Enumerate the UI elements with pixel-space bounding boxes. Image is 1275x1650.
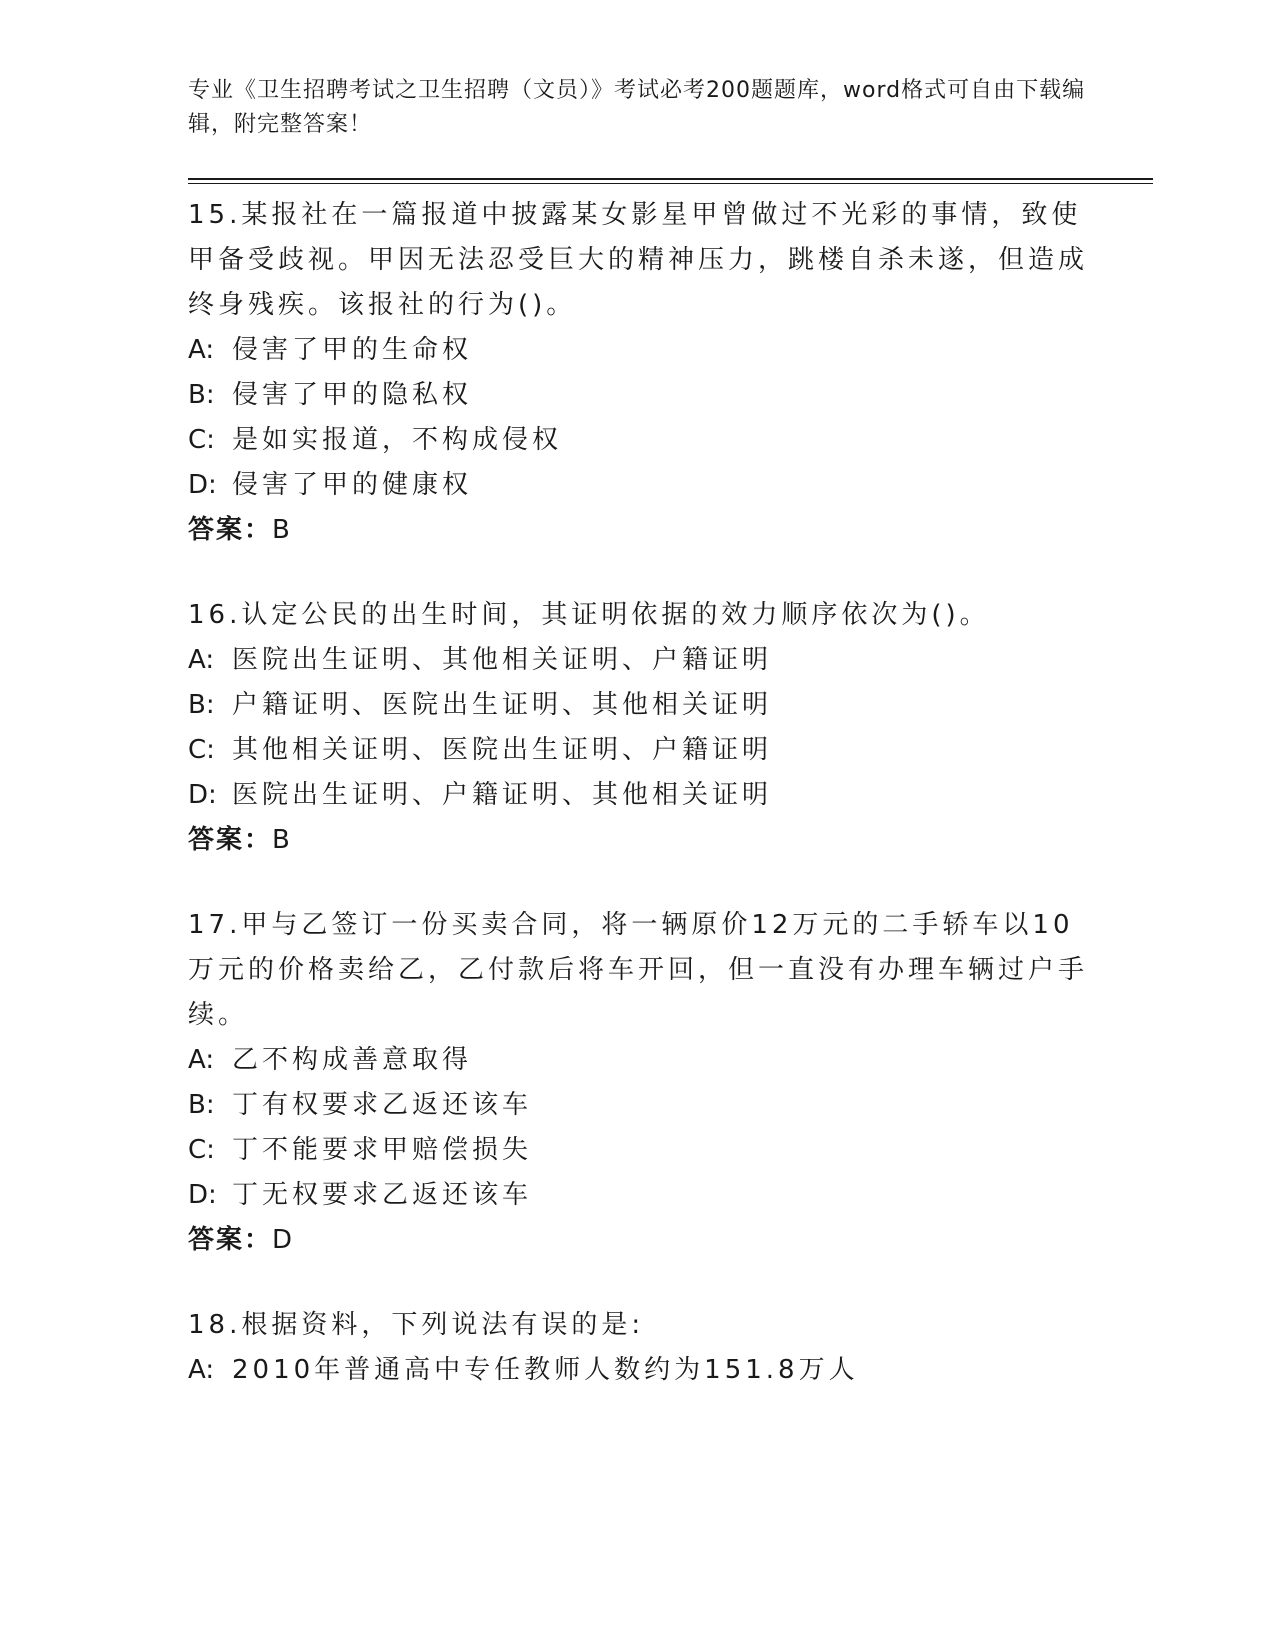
option-d bbox=[188, 463, 1088, 508]
question-15 bbox=[188, 193, 1088, 553]
document-header: 专业《卫生招聘考试之卫生招聘（文员）》考试必考200题题库，word格式可自由下载编辑，附完整答案！ bbox=[188, 78, 1086, 137]
option-d bbox=[188, 773, 1088, 818]
answer-value: B bbox=[272, 825, 291, 855]
header-rule-thin bbox=[188, 183, 1153, 184]
option-text: 侵害了甲的隐私权 bbox=[232, 380, 473, 410]
header-rule-thick bbox=[188, 178, 1153, 180]
answer-line bbox=[188, 1218, 1088, 1263]
question-list bbox=[188, 193, 1088, 1433]
option-text: 侵害了甲的生命权 bbox=[232, 335, 473, 365]
option-letter: A: bbox=[188, 335, 215, 365]
option-c bbox=[188, 1128, 1088, 1173]
question-16 bbox=[188, 593, 1088, 863]
option-a bbox=[188, 1038, 1088, 1083]
option-text: 户籍证明、医院出生证明、其他相关证明 bbox=[232, 690, 773, 720]
option-text: 2010年普通高中专任教师人数约为151.8万人 bbox=[232, 1355, 859, 1385]
option-letter: B: bbox=[188, 380, 215, 410]
answer-line bbox=[188, 818, 1088, 863]
option-text: 侵害了甲的健康权 bbox=[232, 470, 473, 500]
option-letter: B: bbox=[188, 690, 215, 720]
option-letter: A: bbox=[188, 1355, 215, 1385]
option-text: 丁无权要求乙返还该车 bbox=[232, 1180, 533, 1210]
option-letter: C: bbox=[188, 735, 215, 765]
answer-line bbox=[188, 508, 1088, 553]
question-stem: 16.认定公民的出生时间，其证明依据的效力顺序依次为()。 bbox=[188, 600, 990, 630]
option-text: 乙不构成善意取得 bbox=[232, 1045, 473, 1075]
question-18 bbox=[188, 1303, 1088, 1393]
answer-value: D bbox=[272, 1225, 294, 1255]
option-b bbox=[188, 1083, 1088, 1128]
option-letter: D: bbox=[188, 1180, 217, 1210]
option-c bbox=[188, 418, 1088, 463]
question-stem: 17.甲与乙签订一份买卖合同，将一辆原价12万元的二手轿车以10万元的价格卖给乙，乙付款后将车开回，但一直没有办理车辆过户手续。 bbox=[188, 910, 1089, 1030]
option-a bbox=[188, 328, 1088, 373]
option-b bbox=[188, 373, 1088, 418]
option-a bbox=[188, 1348, 1088, 1393]
question-stem: 18.根据资料，下列说法有误的是: bbox=[188, 1310, 645, 1340]
option-letter: C: bbox=[188, 1135, 215, 1165]
option-letter: C: bbox=[188, 425, 215, 455]
option-text: 其他相关证明、医院出生证明、户籍证明 bbox=[232, 735, 773, 765]
option-letter: B: bbox=[188, 1090, 215, 1120]
option-text: 医院出生证明、户籍证明、其他相关证明 bbox=[232, 780, 773, 810]
option-text: 丁不能要求甲赔偿损失 bbox=[232, 1135, 533, 1165]
option-b bbox=[188, 683, 1088, 728]
question-17 bbox=[188, 903, 1088, 1263]
answer-label: 答案： bbox=[188, 515, 273, 545]
answer-label: 答案： bbox=[188, 825, 273, 855]
question-stem: 15.某报社在一篇报道中披露某女影星甲曾做过不光彩的事情，致使甲备受歧视。甲因无法忍受巨大的精神压力，跳楼自杀未遂，但造成终身残疾。该报社的行为()。 bbox=[188, 200, 1089, 320]
option-text: 医院出生证明、其他相关证明、户籍证明 bbox=[232, 645, 773, 675]
option-letter: D: bbox=[188, 470, 217, 500]
option-text: 是如实报道，不构成侵权 bbox=[232, 425, 563, 455]
option-text: 丁有权要求乙返还该车 bbox=[232, 1090, 533, 1120]
option-d bbox=[188, 1173, 1088, 1218]
answer-label: 答案： bbox=[188, 1225, 273, 1255]
option-letter: A: bbox=[188, 1045, 215, 1075]
option-c bbox=[188, 728, 1088, 773]
option-letter: D: bbox=[188, 780, 217, 810]
option-letter: A: bbox=[188, 645, 215, 675]
option-a bbox=[188, 638, 1088, 683]
answer-value: B bbox=[272, 515, 291, 545]
